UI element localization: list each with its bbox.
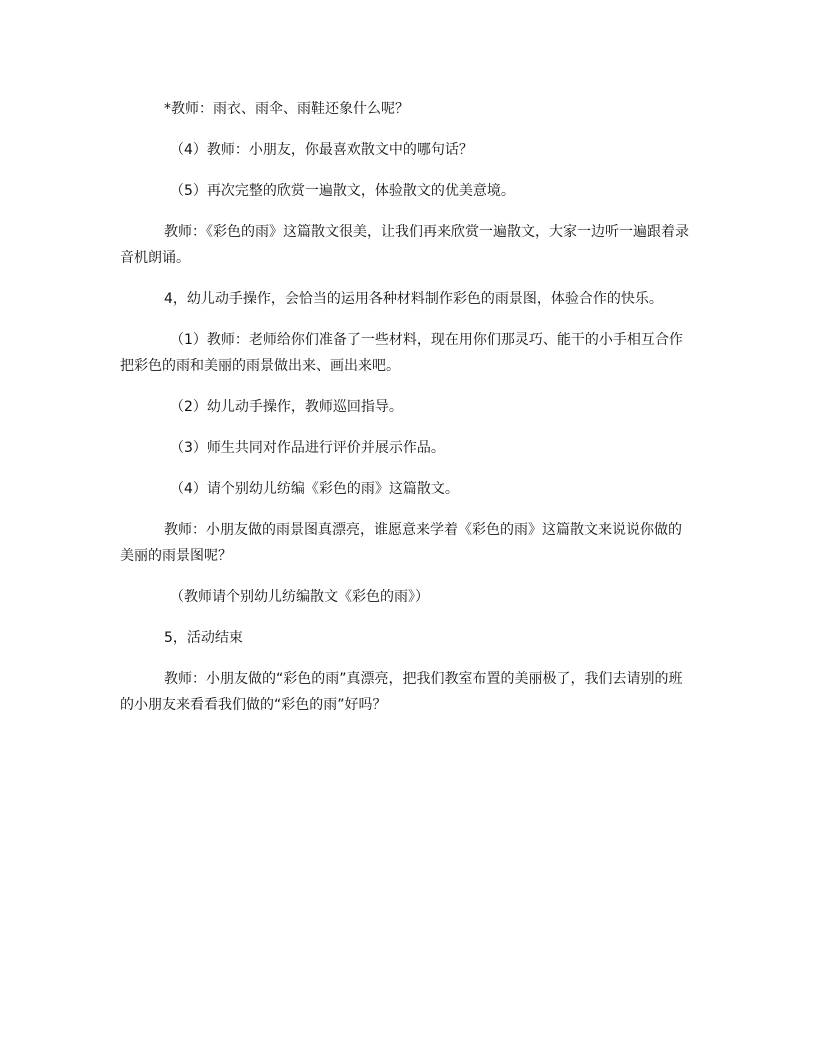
- paragraph-section-5-heading: 5，活动结束: [164, 630, 243, 646]
- paragraph-step-5-appreciate: （5）再次完整的欣赏一遍散文，体验散文的优美意境。: [170, 183, 515, 199]
- paragraph-step-4-retell: （4）请个别幼儿纺编《彩色的雨》这篇散文。: [170, 481, 459, 497]
- paragraph-step-3-evaluation: （3）师生共同对作品进行评价并展示作品。: [170, 440, 445, 456]
- paragraph-step-1-materials: （1）教师：老师给你们准备了一些材料，现在用你们那灵巧、能干的小手相互合作把彩色的雨和美丽的雨景做出来、画出来吧。: [120, 332, 683, 374]
- paragraph-teacher-invite: 教师：小朋友做的雨景图真漂亮，谁愿意来学着《彩色的雨》这篇散文来说说你做的美丽的雨景图呢？: [120, 522, 682, 564]
- document-body: [120, 96, 694, 718]
- paragraph-section-4-heading: 4，幼儿动手操作，会恰当的运用各种材料制作彩色的雨景图，体验合作的快乐。: [164, 291, 663, 307]
- paragraph-teacher-note: （教师请个别幼儿纺编散文《彩色的雨》）: [170, 589, 429, 605]
- paragraph-teacher-recitation: 教师：《彩色的雨》这篇散文很美，让我们再来欣赏一遍散文，大家一边听一遍跟着录音机朗诵。: [120, 224, 689, 266]
- paragraph-step-4-question: （4）教师：小朋友，你最喜欢散文中的哪句话？: [170, 142, 473, 158]
- paragraph-teacher-question: *教师：雨衣、雨伞、雨鞋还象什么呢？: [164, 101, 409, 117]
- paragraph-closing: 教师：小朋友做的“彩色的雨”真漂亮，把我们教室布置的美丽极了，我们去请别的班的小朋友来看看我们做的“彩色的雨”好吗？: [120, 671, 683, 713]
- paragraph-step-2-operation: （2）幼儿动手操作，教师巡回指导。: [170, 399, 403, 415]
